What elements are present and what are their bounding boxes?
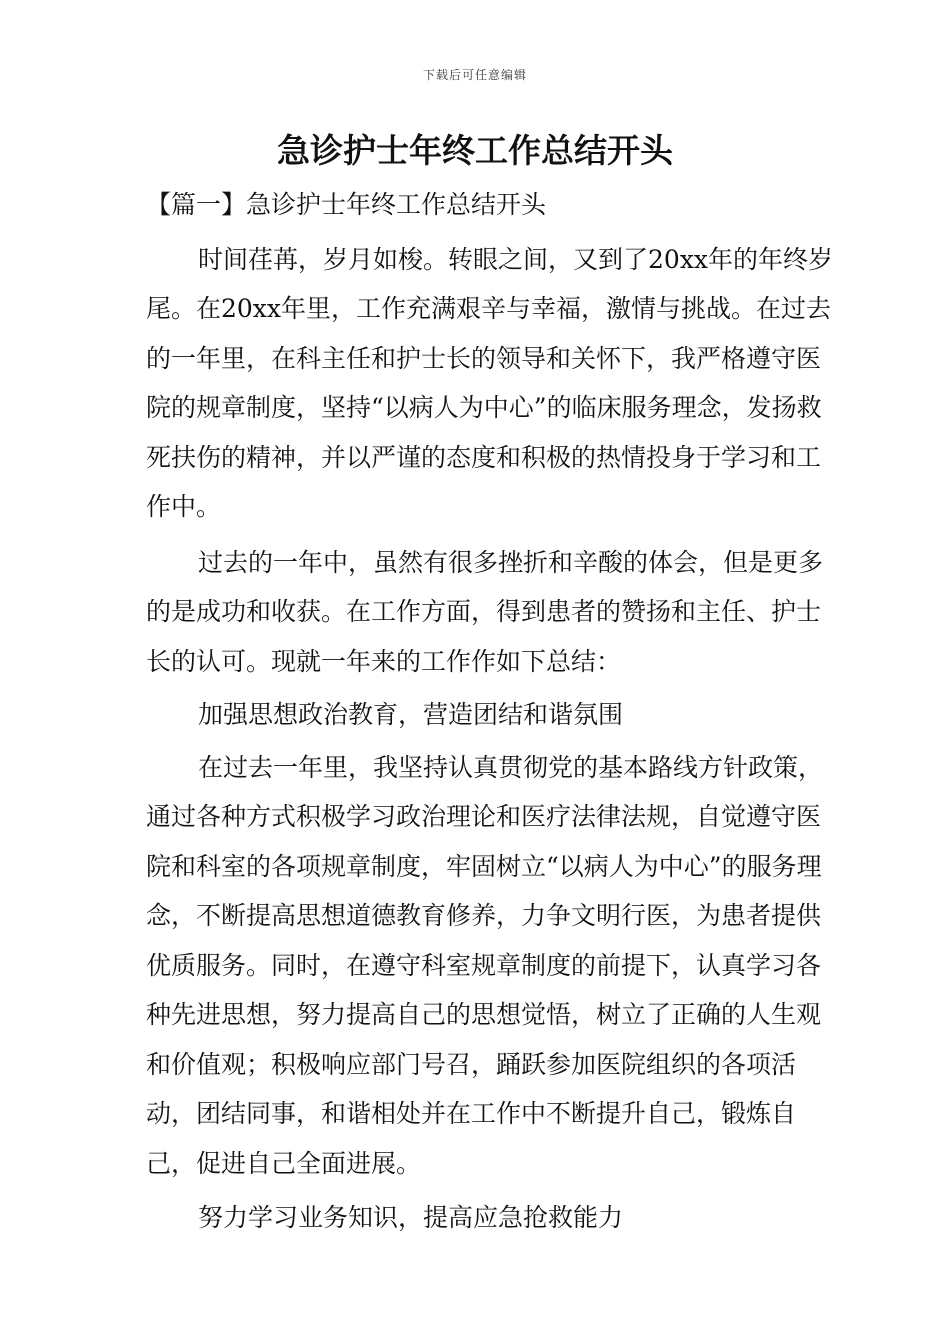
document-body [146,180,836,1243]
section-heading: 【篇一】急诊护士年终工作总结开头 [146,190,547,219]
subheading-political-education: 加强思想政治教育，营造团结和谐氛围 [198,700,624,729]
subheading-professional-learning: 努力学习业务知识，提高应急抢救能力 [198,1203,624,1232]
header-note: 下载后可任意编辑 [422,68,527,82]
paragraph-3: 在过去一年里，我坚持认真贯彻党的基本路线方针政策，通过各种方式积极学习政治理论和医疗法律法规，自觉遵守医院和科室的各项规章制度，牢固树立“以病人为中心”的服务理念，不断提高思想道德教育修养，力争文明行医，为患者提供优质服务。同时，在遵守科室规章制度的前提下，认真学习各种先进思想，努力提高自己的思想觉悟，树立了正确的人生观和价值观；积极响应部门号召，踊跃参加医院组织的各项活动，团结同事，和谐相处并在工作中不断提升自己，锻炼自己，促进自己全面进展。 [146,752,824,1178]
paragraph-2: 过去的一年中，虽然有很多挫折和辛酸的体会，但是更多的是成功和收获。在工作方面，得到患者的赞扬和主任、护士长的认可。现就一年来的工作作如下总结： [146,547,824,676]
document-title: 急诊护士年终工作总结开头 [277,131,673,170]
paragraph-1: 时间荏苒，岁月如梭。转眼之间，又到了20xx年的年终岁尾。在20xx年里，工作充满艰辛与幸福，激情与挑战。在过去的一年里，在科主任和护士长的领导和关怀下，我严格遵守医院的规章制度，坚持“以病人为中心”的临床服务理念，发扬救死扶伤的精神，并以严谨的态度和积极的热情投身于学习和工作中。 [146,244,834,521]
